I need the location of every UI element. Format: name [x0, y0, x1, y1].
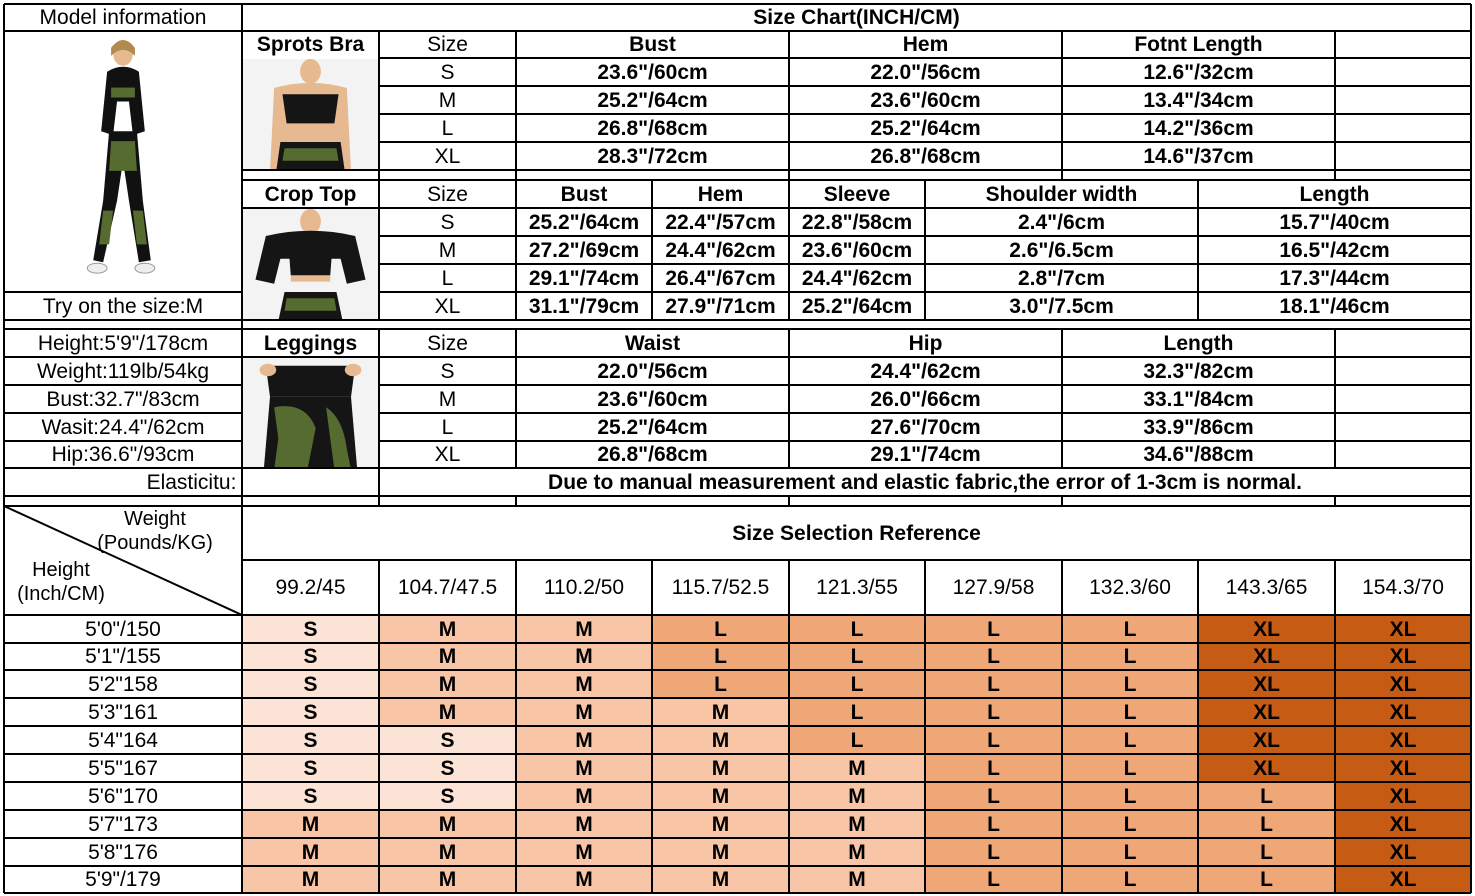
grid-line	[241, 496, 243, 506]
crop-shoulder: 2.8"/7cm	[1017, 266, 1105, 290]
size-cell: L	[1123, 812, 1137, 836]
crop-bust: 27.2"/69cm	[528, 238, 640, 262]
leggings-hip-header: Hip	[908, 331, 943, 355]
size-cell: XL	[1389, 700, 1417, 724]
size-cell: L	[1123, 868, 1137, 891]
leggings-photo	[243, 358, 378, 467]
grid-line	[378, 329, 380, 468]
crop-size: XL	[434, 294, 461, 318]
crop-label: Crop Top	[264, 182, 357, 206]
bra-length: 14.6"/37cm	[1143, 144, 1254, 168]
leggings-hip: 26.0"/66cm	[870, 387, 981, 411]
grid-line	[651, 180, 653, 320]
size-cell: S	[440, 784, 455, 808]
grid-line	[242, 356, 379, 358]
size-cell: S	[440, 728, 455, 752]
leggings-waist: 25.2"/64cm	[597, 415, 708, 439]
size-cell: L	[1260, 784, 1273, 808]
crop-length: 18.1"/46cm	[1279, 294, 1390, 318]
weight-header: 104.7/47.5	[397, 576, 498, 599]
grid-line	[379, 356, 1471, 358]
size-cell: S	[303, 784, 318, 808]
grid-line	[1197, 180, 1199, 320]
grid-line	[4, 809, 1471, 811]
grid-line	[651, 560, 653, 893]
size-cell: M	[711, 840, 730, 864]
size-cell: L	[1123, 840, 1137, 864]
leggings-label: Leggings	[263, 331, 358, 355]
bra-size-header: Size	[427, 33, 468, 56]
model-photo	[5, 32, 241, 290]
height-label: 5'4"164	[88, 728, 158, 752]
grid-line	[4, 495, 1471, 497]
size-cell: XL	[1253, 756, 1280, 780]
size-cell: M	[575, 756, 593, 780]
size-cell: M	[301, 840, 320, 864]
grid-line	[1061, 560, 1063, 893]
bra-size: M	[438, 88, 457, 112]
grid-line	[4, 753, 1471, 755]
bra-size: L	[441, 116, 454, 140]
weight-header: 143.3/65	[1225, 576, 1308, 599]
size-cell: L	[987, 756, 1000, 780]
model-stat: Hip:36.6"/93cm	[51, 443, 195, 466]
leggings-length: 33.1"/84cm	[1143, 387, 1254, 411]
leggings-waist: 23.6"/60cm	[597, 387, 708, 411]
leggings-waist-header: Waist	[624, 331, 681, 355]
size-cell: S	[303, 700, 318, 724]
crop-top-photo	[243, 209, 378, 319]
grid-line	[788, 560, 790, 893]
size-cell: XL	[1389, 812, 1417, 836]
model-stat: Height:5'9"/178cm	[37, 331, 209, 355]
grid-line	[1061, 496, 1063, 506]
size-cell: M	[575, 617, 593, 641]
grid-line	[242, 169, 1471, 171]
height-label: 5'1"/155	[85, 645, 161, 668]
size-cell: M	[848, 812, 866, 836]
grid-line	[515, 329, 517, 468]
leggings-length: 33.9"/86cm	[1143, 415, 1254, 439]
grid-line	[379, 384, 1471, 386]
crop-hem-header: Hem	[697, 182, 744, 206]
bra-bust: 28.3"/72cm	[597, 144, 708, 168]
size-cell: L	[850, 672, 864, 696]
grid-line	[924, 560, 926, 893]
grid-line	[4, 725, 1471, 727]
bra-length: 12.6"/32cm	[1143, 60, 1254, 84]
crop-size: L	[441, 266, 454, 290]
crop-length: 16.5"/42cm	[1279, 238, 1390, 262]
sports-bra-photo	[243, 59, 378, 169]
try-on-size: Try on the size:M	[42, 294, 204, 318]
crop-size: S	[440, 210, 455, 234]
size-cell: M	[438, 617, 457, 641]
size-cell: M	[711, 756, 730, 780]
size-cell: M	[438, 840, 457, 864]
grid-line	[4, 30, 1471, 32]
size-cell: XL	[1389, 868, 1417, 891]
grid-line	[4, 412, 242, 414]
grid-line	[378, 468, 380, 506]
crop-shoulder: 2.6"/6.5cm	[1009, 238, 1114, 262]
size-cell: M	[438, 645, 457, 668]
grid-line	[4, 291, 242, 293]
bra-length: 13.4"/34cm	[1143, 88, 1254, 112]
size-cell: M	[301, 868, 320, 891]
weight-header: 121.3/55	[816, 576, 898, 599]
selection-title: Size Selection Reference	[732, 521, 981, 545]
crop-hem: 24.4"/62cm	[665, 238, 776, 262]
size-cell: L	[987, 784, 1000, 808]
grid-line	[379, 113, 1471, 115]
leggings-waist: 22.0"/56cm	[597, 359, 708, 383]
leggings-size: L	[441, 415, 454, 439]
bra-length-header: Fotnt Length	[1134, 33, 1263, 56]
leggings-hip: 29.1"/74cm	[870, 443, 981, 466]
size-cell: L	[1123, 728, 1137, 752]
model-stat: Weight:119lb/54kg	[36, 359, 209, 383]
leggings-length: 32.3"/82cm	[1143, 359, 1254, 383]
size-cell: L	[1123, 672, 1137, 696]
crop-shoulder: 2.4"/6cm	[1017, 210, 1105, 234]
leggings-size-header: Size	[427, 331, 468, 355]
outer-border	[1470, 4, 1472, 893]
grid-line	[1061, 31, 1063, 180]
size-cell: M	[848, 756, 866, 780]
grid-line	[242, 207, 379, 209]
height-label: 5'6"170	[88, 784, 158, 808]
leggings-size: S	[440, 359, 455, 383]
size-cell: XL	[1389, 756, 1417, 780]
crop-sleeve: 24.4"/62cm	[801, 266, 913, 290]
grid-line	[788, 31, 790, 180]
size-cell: L	[987, 700, 1000, 724]
grid-line	[515, 180, 517, 320]
model-stat: Wasit:24.4"/62cm	[41, 415, 205, 439]
grid-line	[788, 496, 790, 506]
size-cell: S	[303, 756, 318, 780]
grid-line	[4, 697, 1471, 699]
size-cell: XL	[1389, 784, 1417, 808]
size-cell: L	[987, 868, 1000, 891]
crop-length: 15.7"/40cm	[1279, 210, 1390, 234]
leggings-hip: 24.4"/62cm	[870, 359, 981, 383]
size-cell: M	[301, 812, 320, 836]
height-label: 5'8"176	[88, 840, 158, 864]
leggings-length-header: Length	[1163, 331, 1234, 355]
grid-line	[788, 180, 790, 320]
crop-sleeve-header: Sleeve	[823, 182, 891, 206]
crop-sleeve: 25.2"/64cm	[801, 294, 913, 318]
size-cell: XL	[1389, 728, 1417, 752]
grid-line	[379, 141, 1471, 143]
model-stat: Bust:32.7"/83cm	[46, 387, 200, 411]
height-axis-label: Height (Inch/CM)	[17, 559, 105, 605]
size-cell: M	[575, 700, 593, 724]
height-label: 5'2"158	[88, 672, 158, 696]
crop-hem: 26.4"/67cm	[665, 266, 776, 290]
size-cell: M	[575, 728, 593, 752]
size-cell: L	[1260, 812, 1273, 836]
crop-size-header: Size	[427, 182, 468, 206]
size-cell: L	[714, 645, 727, 668]
bra-hem: 23.6"/60cm	[870, 88, 981, 112]
size-cell: L	[987, 840, 1000, 864]
size-cell: L	[714, 617, 727, 641]
grid-line	[4, 328, 1471, 330]
size-cell: XL	[1389, 840, 1417, 864]
weight-header: 110.2/50	[543, 576, 625, 599]
grid-line	[379, 440, 1471, 442]
crop-shoulder: 3.0"/7.5cm	[1009, 294, 1114, 318]
size-cell: M	[575, 672, 593, 696]
grid-line	[924, 180, 926, 320]
grid-line	[241, 506, 243, 893]
model-info-heading: Model information	[39, 6, 207, 29]
size-cell: L	[1123, 756, 1137, 780]
weight-header: 115.7/52.5	[671, 576, 770, 599]
grid-line	[379, 412, 1471, 414]
size-cell: L	[714, 672, 727, 696]
size-cell: L	[1123, 700, 1137, 724]
crop-bust: 31.1"/79cm	[528, 294, 640, 318]
grid-line	[379, 85, 1471, 87]
grid-line	[4, 356, 242, 358]
grid-line	[242, 179, 1471, 181]
grid-line	[4, 642, 1471, 644]
weight-header: 154.3/70	[1362, 576, 1444, 599]
grid-line	[4, 837, 1471, 839]
size-cell: L	[987, 645, 1000, 668]
outer-border	[3, 4, 5, 893]
size-cell: L	[850, 617, 864, 641]
outer-border	[4, 3, 1471, 5]
size-cell: XL	[1253, 672, 1280, 696]
size-cell: M	[575, 645, 593, 668]
crop-hem: 22.4"/57cm	[665, 210, 776, 234]
grid-line	[4, 440, 242, 442]
size-cell: L	[850, 728, 864, 752]
size-cell: M	[575, 784, 593, 808]
leggings-length: 34.6"/88cm	[1143, 443, 1254, 466]
size-cell: S	[303, 617, 318, 641]
size-cell: S	[303, 728, 318, 752]
diagonal-divider	[4, 506, 242, 615]
bra-length: 14.2"/36cm	[1143, 116, 1254, 140]
size-cell: L	[1123, 645, 1137, 668]
grid-line	[378, 560, 380, 893]
grid-line	[378, 180, 380, 320]
bra-bust: 26.8"/68cm	[597, 116, 708, 140]
grid-line	[4, 614, 1471, 616]
crop-shoulder-header: Shoulder width	[985, 182, 1138, 206]
leggings-size: M	[438, 387, 457, 411]
leggings-hip: 27.6"/70cm	[870, 415, 981, 439]
size-cell: L	[1260, 840, 1273, 864]
grid-line	[515, 496, 517, 506]
grid-line	[4, 669, 1471, 671]
grid-line	[4, 467, 1471, 469]
height-label: 5'5"167	[88, 756, 158, 780]
size-cell: L	[1260, 868, 1273, 891]
size-cell: XL	[1389, 645, 1417, 668]
weight-header: 99.2/45	[275, 576, 346, 599]
bra-size: S	[440, 60, 455, 84]
leggings-waist: 26.8"/68cm	[597, 443, 708, 466]
crop-bust-header: Bust	[560, 182, 608, 206]
grid-line	[515, 560, 517, 893]
size-cell: L	[850, 645, 864, 668]
size-cell: M	[575, 812, 593, 836]
size-cell: M	[711, 700, 730, 724]
outer-border	[4, 892, 1471, 894]
size-cell: L	[987, 672, 1000, 696]
grid-line	[1334, 496, 1336, 506]
size-cell: M	[438, 868, 457, 891]
bra-size: XL	[434, 144, 461, 168]
size-cell: XL	[1389, 672, 1417, 696]
crop-sleeve: 22.8"/58cm	[801, 210, 913, 234]
bra-hem: 25.2"/64cm	[870, 116, 981, 140]
size-cell: XL	[1253, 728, 1280, 752]
size-cell: L	[987, 617, 1000, 641]
grid-line	[1334, 560, 1336, 893]
grid-line	[1334, 31, 1336, 180]
size-cell: M	[575, 840, 593, 864]
crop-sleeve: 23.6"/60cm	[801, 238, 913, 262]
size-cell: S	[303, 645, 318, 668]
size-cell: S	[440, 756, 455, 780]
grid-line	[1061, 329, 1063, 468]
size-cell: M	[711, 784, 730, 808]
weight-header: 132.3/60	[1089, 576, 1171, 599]
size-cell: S	[303, 672, 318, 696]
grid-line	[4, 865, 1471, 867]
bra-bust-header: Bust	[629, 33, 676, 56]
grid-line	[1197, 560, 1199, 893]
grid-line	[379, 57, 1471, 59]
leggings-size: XL	[434, 443, 461, 466]
bra-bust: 23.6"/60cm	[597, 60, 708, 84]
crop-length-header: Length	[1299, 182, 1370, 206]
size-cell: M	[438, 700, 457, 724]
height-label: 5'3"161	[88, 700, 158, 724]
weight-header: 127.9/58	[952, 576, 1035, 599]
size-cell: M	[711, 728, 730, 752]
bra-hem: 26.8"/68cm	[870, 144, 981, 168]
crop-bust: 25.2"/64cm	[528, 210, 640, 234]
bra-label: Sprots Bra	[256, 33, 365, 56]
size-cell: XL	[1389, 617, 1417, 641]
size-cell: M	[438, 672, 457, 696]
size-cell: M	[711, 812, 730, 836]
grid-line	[378, 31, 380, 180]
grid-line	[242, 559, 1471, 561]
size-cell: XL	[1253, 645, 1280, 668]
size-cell: L	[987, 812, 1000, 836]
size-cell: M	[848, 840, 866, 864]
bra-hem-header: Hem	[902, 33, 949, 56]
bra-bust: 25.2"/64cm	[597, 88, 708, 112]
height-label: 5'9"/179	[85, 868, 161, 891]
height-label: 5'0"/150	[85, 617, 161, 641]
size-cell: L	[1123, 784, 1137, 808]
measurement-note: Due to manual measurement and elastic fabric,the error of 1-3cm is normal.	[548, 470, 1302, 494]
chart-title: Size Chart(INCH/CM)	[753, 6, 960, 29]
size-cell: XL	[1253, 617, 1280, 641]
size-cell: L	[1123, 617, 1137, 641]
size-cell: L	[987, 728, 1000, 752]
grid-line	[515, 31, 517, 180]
height-label: 5'7"173	[88, 812, 158, 836]
grid-line	[4, 384, 242, 386]
crop-size: M	[438, 238, 457, 262]
size-cell: M	[711, 868, 730, 891]
weight-axis-label: Weight (Pounds/KG)	[97, 508, 213, 554]
grid-line	[4, 319, 1471, 321]
grid-line	[4, 505, 1471, 507]
size-cell: M	[438, 812, 457, 836]
size-cell: M	[848, 784, 866, 808]
grid-line	[788, 329, 790, 468]
elasticity-label: Elasticitu:	[146, 470, 237, 494]
grid-line	[4, 781, 1471, 783]
grid-line	[1334, 329, 1336, 468]
size-cell: L	[850, 700, 864, 724]
size-cell: XL	[1253, 700, 1280, 724]
bra-hem: 22.0"/56cm	[870, 60, 981, 84]
crop-bust: 29.1"/74cm	[528, 266, 640, 290]
crop-length: 17.3"/44cm	[1279, 266, 1390, 290]
size-cell: M	[848, 868, 866, 891]
size-cell: M	[575, 868, 593, 891]
crop-hem: 27.9"/71cm	[665, 294, 776, 318]
